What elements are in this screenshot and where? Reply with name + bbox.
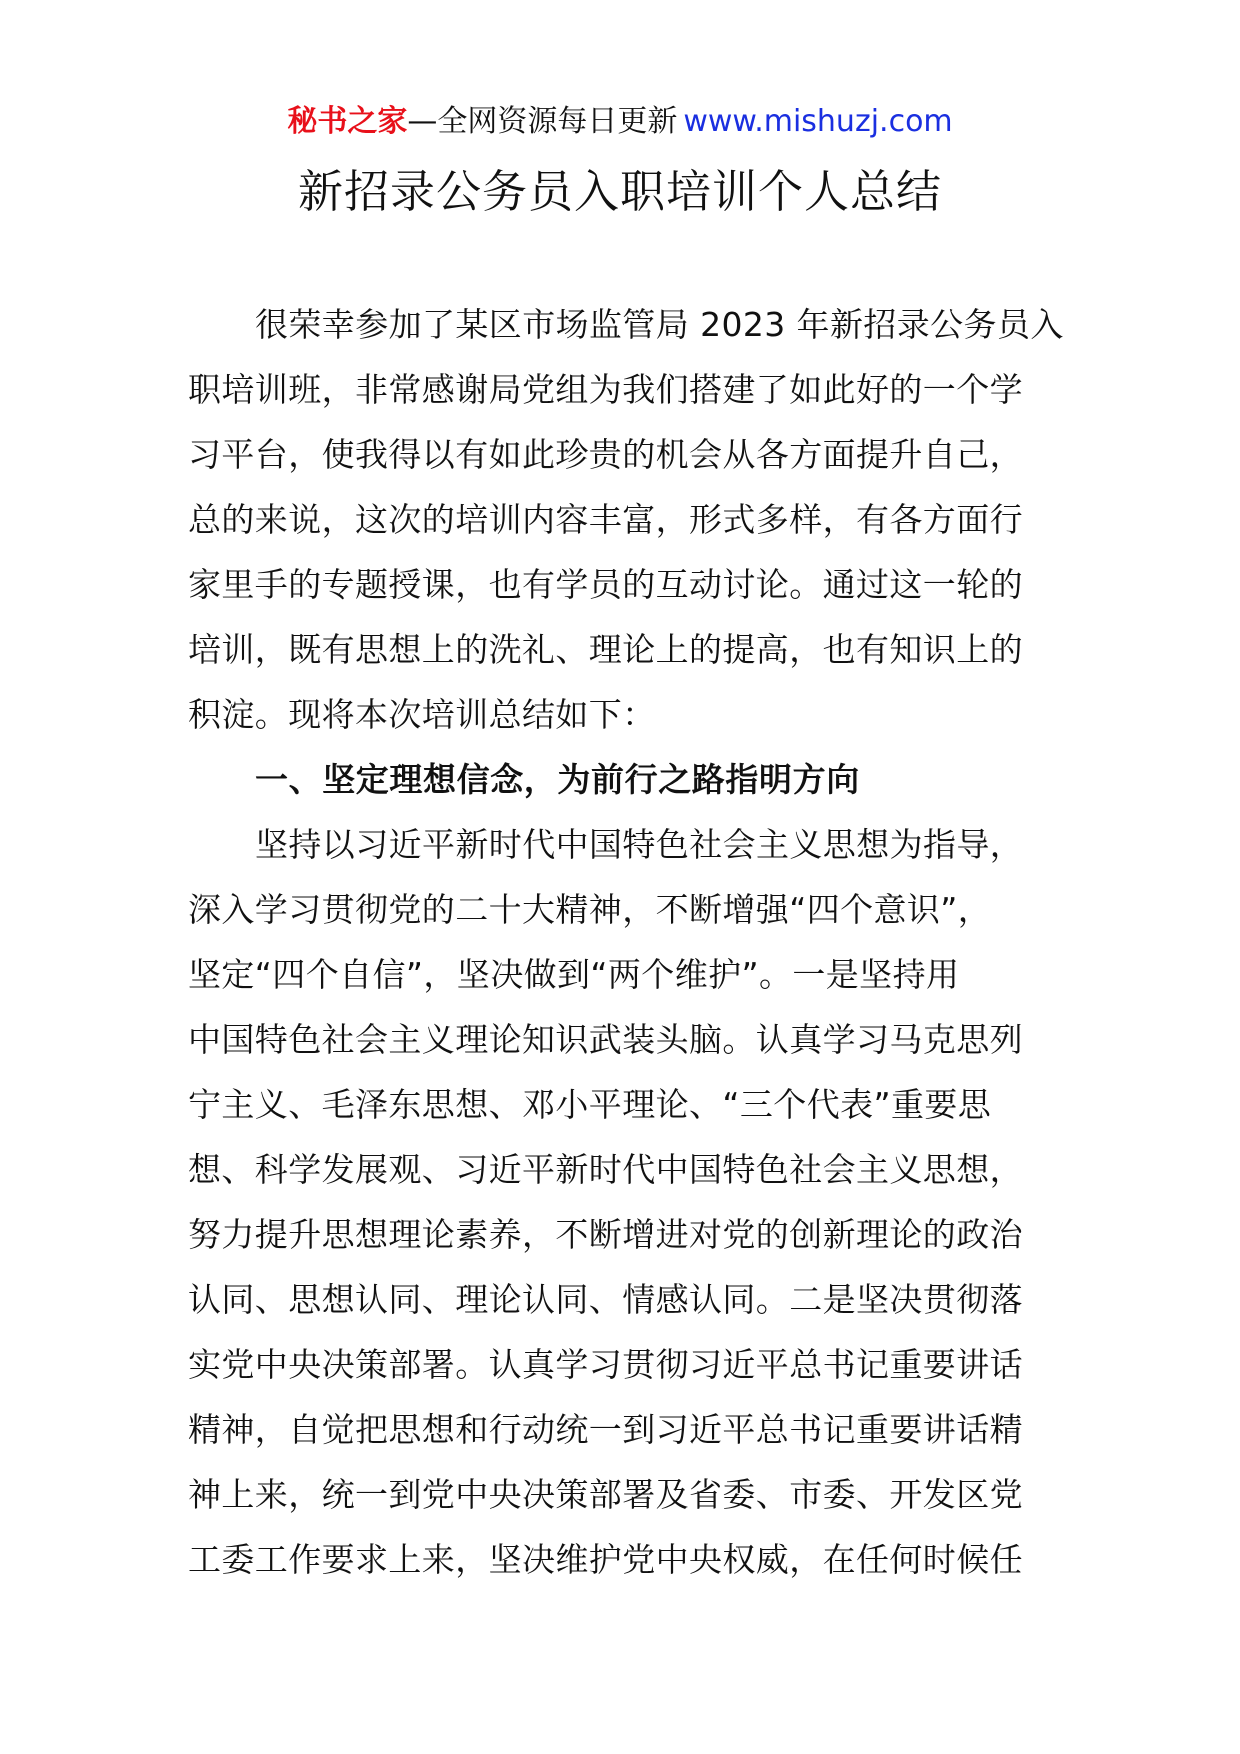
paragraph-line: 深入学习贯彻党的二十大精神，不断增强“四个意识”， xyxy=(188,890,992,929)
paragraph-line: 工委工作要求上来，坚决维护党中央权威，在任何时候任 xyxy=(188,1540,1023,1579)
paragraph-line: 努力提升思想理论素养，不断增进对党的创新理论的政治 xyxy=(188,1215,1023,1254)
paragraph-line: 坚持以习近平新时代中国特色社会主义思想为指导， xyxy=(255,825,1024,864)
banner-tagline: —全网资源每日更新 xyxy=(407,104,678,139)
paragraph-line: 宁主义、毛泽东思想、邓小平理论、“三个代表”重要思 xyxy=(188,1085,992,1124)
paragraph-line: 想、科学发展观、习近平新时代中国特色社会主义思想， xyxy=(188,1150,1023,1189)
paragraph-line: 总的来说，这次的培训内容丰富，形式多样，有各方面行 xyxy=(188,500,1023,539)
paragraph-line: 积淀。现将本次培训总结如下： xyxy=(188,695,656,734)
paragraph-line: 实党中央决策部署。认真学习贯彻习近平总书记重要讲话 xyxy=(188,1345,1023,1384)
document-body xyxy=(188,292,1064,1592)
section-heading: 一、坚定理想信念，为前行之路指明方向 xyxy=(255,760,860,799)
paragraph-line: 家里手的专题授课，也有学员的互动讨论。通过这一轮的 xyxy=(188,565,1023,604)
paragraph-line: 认同、思想认同、理论认同、情感认同。二是坚决贯彻落 xyxy=(188,1280,1023,1319)
paragraph-line: 神上来，统一到党中央决策部署及省委、市委、开发区党 xyxy=(188,1475,1023,1514)
paragraph-line: 职培训班，非常感谢局党组为我们搭建了如此好的一个学 xyxy=(188,370,1023,409)
document-title: 新招录公务员入职培训个人总结 xyxy=(297,165,942,218)
brand-name: 秘书之家 xyxy=(287,104,408,139)
paragraph-line: 中国特色社会主义理论知识武装头脑。认真学习马克思列 xyxy=(188,1020,1023,1059)
paragraph-line: 习平台，使我得以有如此珍贵的机会从各方面提升自己， xyxy=(188,435,1023,474)
paragraph-line: 坚定“四个自信”，坚决做到“两个维护”。一是坚持用 xyxy=(188,955,960,994)
site-url-link[interactable]: www.mishuzj.com xyxy=(683,104,953,139)
site-banner xyxy=(0,100,1240,144)
paragraph-line: 精神，自觉把思想和行动统一到习近平总书记重要讲话精 xyxy=(188,1410,1023,1449)
paragraph-line: 很荣幸参加了某区市场监管局 2023 年新招录公务员入 xyxy=(255,305,1064,344)
paragraph-line: 培训，既有思想上的洗礼、理论上的提高，也有知识上的 xyxy=(188,630,1023,669)
